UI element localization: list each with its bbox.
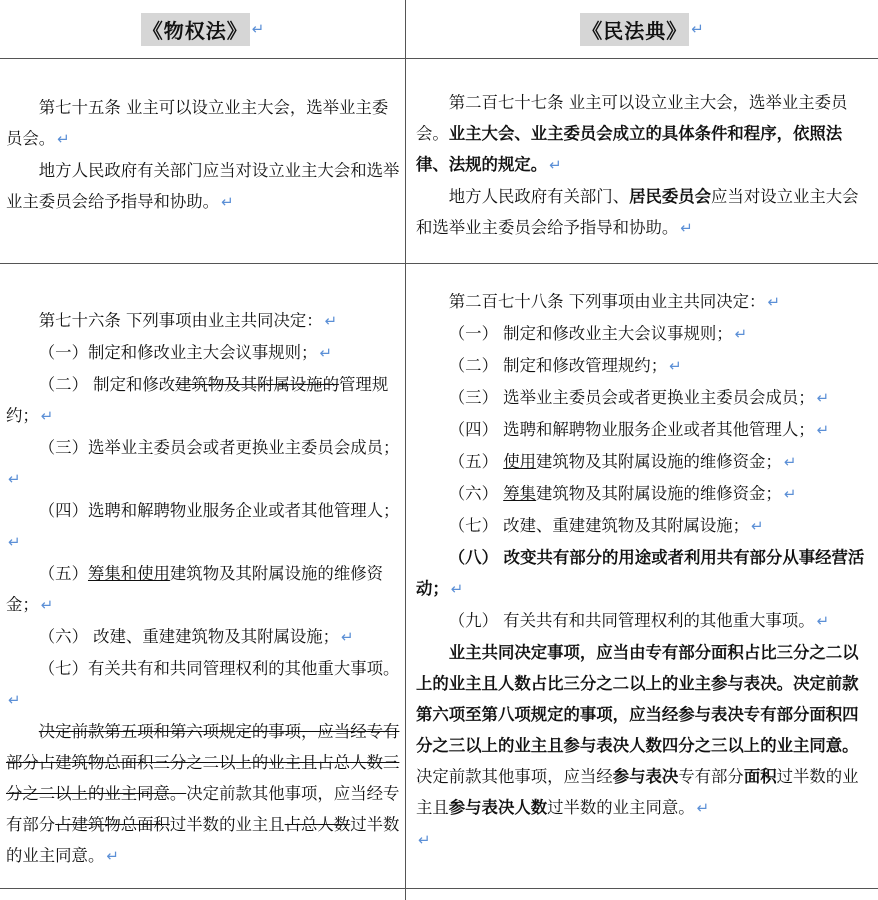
return-icon: ↵ [783, 453, 797, 471]
return-icon: ↵ [106, 847, 119, 865]
return-icon: ↵ [680, 219, 693, 237]
return-icon: ↵ [40, 407, 54, 425]
paragraph [6, 92, 401, 155]
text: 地方人民政府有关部门应当对设立业主大会和选举业主委员会给予指导和协助。 [6, 161, 400, 211]
text: （九） 有关共有和共同管理权利的其他重大事项。 [448, 611, 815, 630]
return-icon: ↵ [8, 691, 21, 709]
list-item [416, 510, 874, 542]
return-icon: ↵ [816, 389, 830, 407]
paragraph [416, 637, 874, 824]
text: （七） 改建、重建建筑物及其附属设施； [448, 516, 750, 535]
text: 地方人民政府有关部门、 [448, 187, 630, 206]
row-divider [0, 888, 878, 889]
header-left [0, 0, 405, 58]
column-divider [405, 0, 406, 900]
list-item [6, 621, 401, 653]
row-divider [0, 263, 878, 264]
return-icon: ↵ [8, 533, 21, 551]
list-item [6, 369, 401, 432]
text: 建筑物及其附属设施的维修资金； [535, 484, 782, 503]
text: （六） 改建、重建建筑物及其附属设施； [38, 627, 340, 646]
list-item [416, 382, 874, 414]
text: 建筑物及其附属设施的维修资金； [535, 452, 782, 471]
article-277-cell [416, 87, 874, 244]
list-item [6, 432, 401, 495]
list-item [416, 446, 874, 478]
return-icon: ↵ [450, 580, 464, 598]
text: （四）选聘和解聘物业服务企业或者其他管理人； [38, 501, 400, 520]
return-icon: ↵ [751, 517, 764, 535]
bold-text: 业主大会、业主委员会成立的具体条件和程序，依照法律、法规的规定。 [416, 124, 843, 174]
list-item [416, 478, 874, 510]
text: 应当对设立业主大会和选举业主委员会给予指导和协助。 [416, 187, 859, 237]
text: 第七十六条 下列事项由业主共同决定： [38, 311, 323, 330]
text: （二） 制定和修改管理规约； [448, 356, 668, 375]
return-icon: ↵ [669, 357, 682, 375]
text: （三）选举业主委员会或者更换业主委员会成员； [38, 438, 400, 457]
return-icon: ↵ [57, 130, 70, 148]
list-item [416, 350, 874, 382]
return-icon: ↵ [816, 612, 830, 630]
text: （二） 制定和修改 [38, 375, 176, 394]
empty-paragraph [416, 824, 874, 856]
list-item [416, 318, 874, 350]
paragraph [416, 286, 874, 318]
text: 第七十五条 业主可以设立业主大会，选举业主委员会。 [6, 98, 389, 148]
list-item [6, 495, 401, 558]
return-icon: ↵ [8, 470, 21, 488]
article-278-cell [416, 286, 874, 856]
bold-text: 业主共同决定事项，应当由专有部分面积占比三分之二以上的业主且人数占比三分之二以上的业主参与表决。决定前款第六项至第八项规定的事项，应当经参与表决专有部分面积四分之三以上的业主且参与表决人数四分之三以上的业主同意。 [416, 643, 859, 755]
text: （五） [448, 452, 504, 471]
row-divider [0, 58, 878, 59]
text: 过半数的业主同意。 [547, 798, 695, 817]
text: （三） 选举业主委员会或者更换业主委员会成员； [448, 388, 815, 407]
list-item [6, 558, 401, 621]
text: （六） [448, 484, 504, 503]
return-icon: ↵ [696, 799, 710, 817]
return-icon: ↵ [691, 20, 704, 38]
paragraph [416, 87, 874, 181]
text: 过半数的业主且 [416, 767, 859, 817]
return-icon: ↵ [319, 344, 333, 362]
deleted-text: 建筑物及其附属设施的 [175, 375, 340, 394]
return-icon: ↵ [767, 293, 781, 311]
list-item [6, 653, 401, 716]
list-item [416, 542, 874, 605]
header-left-title: 《物权法》 [141, 13, 250, 46]
text: 决定前款其他事项，应当经 [416, 767, 613, 786]
deleted-text: 占建筑物总面积 [55, 815, 170, 834]
underlined-text: 使用 [503, 452, 536, 471]
bold-text: 面积 [743, 767, 777, 786]
return-icon: ↵ [221, 193, 234, 211]
text: 决定前款其他事项，应当经专有部分 [6, 784, 400, 834]
list-item [6, 337, 401, 369]
text: （一） 制定和修改业主大会议事规则； [448, 324, 733, 343]
bold-text: 参与表决人数 [448, 798, 548, 817]
return-icon: ↵ [341, 628, 354, 646]
text: （四） 选聘和解聘物业服务企业或者其他管理人； [448, 420, 815, 439]
text: （五） [38, 564, 88, 583]
bold-text: 居民委员会 [629, 187, 712, 206]
bold-text: 参与表决 [612, 767, 679, 786]
article-75-cell [6, 92, 401, 218]
text: 专有部分 [678, 767, 744, 786]
text: （七）有关共有和共同管理权利的其他重大事项。 [38, 659, 400, 678]
article-76-cell [6, 305, 401, 872]
text: （一）制定和修改业主大会议事规则； [38, 343, 318, 362]
return-icon: ↵ [40, 596, 54, 614]
return-icon: ↵ [324, 312, 338, 330]
bold-text: （八） 改变共有部分的用途或者利用共有部分从事经营活动； [416, 548, 865, 598]
text: 管理规约； [6, 375, 389, 425]
return-icon: ↵ [251, 20, 265, 38]
list-item [416, 605, 874, 637]
text: 建筑物及其附属设施的维修资金； [6, 564, 383, 614]
paragraph [6, 716, 401, 872]
text: 第二百七十七条 业主可以设立业主大会，选举业主委员会。 [416, 93, 848, 143]
paragraph [416, 181, 874, 244]
return-icon: ↵ [549, 156, 562, 174]
text: 过半数的业主且 [169, 815, 285, 834]
return-icon: ↵ [734, 325, 748, 343]
underlined-text: 筹集 [503, 484, 536, 503]
text: 过半数的业主同意。 [6, 815, 400, 865]
deleted-text: 决定前款第五项和第六项规定的事项，应当经专有部分占建筑物总面积三分之二以上的业主且占总人数三分之二以上的业主同意。 [6, 722, 400, 803]
list-item [416, 414, 874, 446]
paragraph [6, 305, 401, 337]
header-right [406, 0, 878, 58]
header-right-title: 《民法典》 [580, 13, 689, 46]
return-icon: ↵ [418, 831, 431, 849]
return-icon: ↵ [783, 485, 797, 503]
return-icon: ↵ [816, 421, 830, 439]
text: 第二百七十八条 下列事项由业主共同决定： [448, 292, 766, 311]
deleted-text: 占总人数 [284, 815, 351, 834]
underlined-text: 筹集和使用 [87, 564, 170, 583]
paragraph [6, 155, 401, 218]
